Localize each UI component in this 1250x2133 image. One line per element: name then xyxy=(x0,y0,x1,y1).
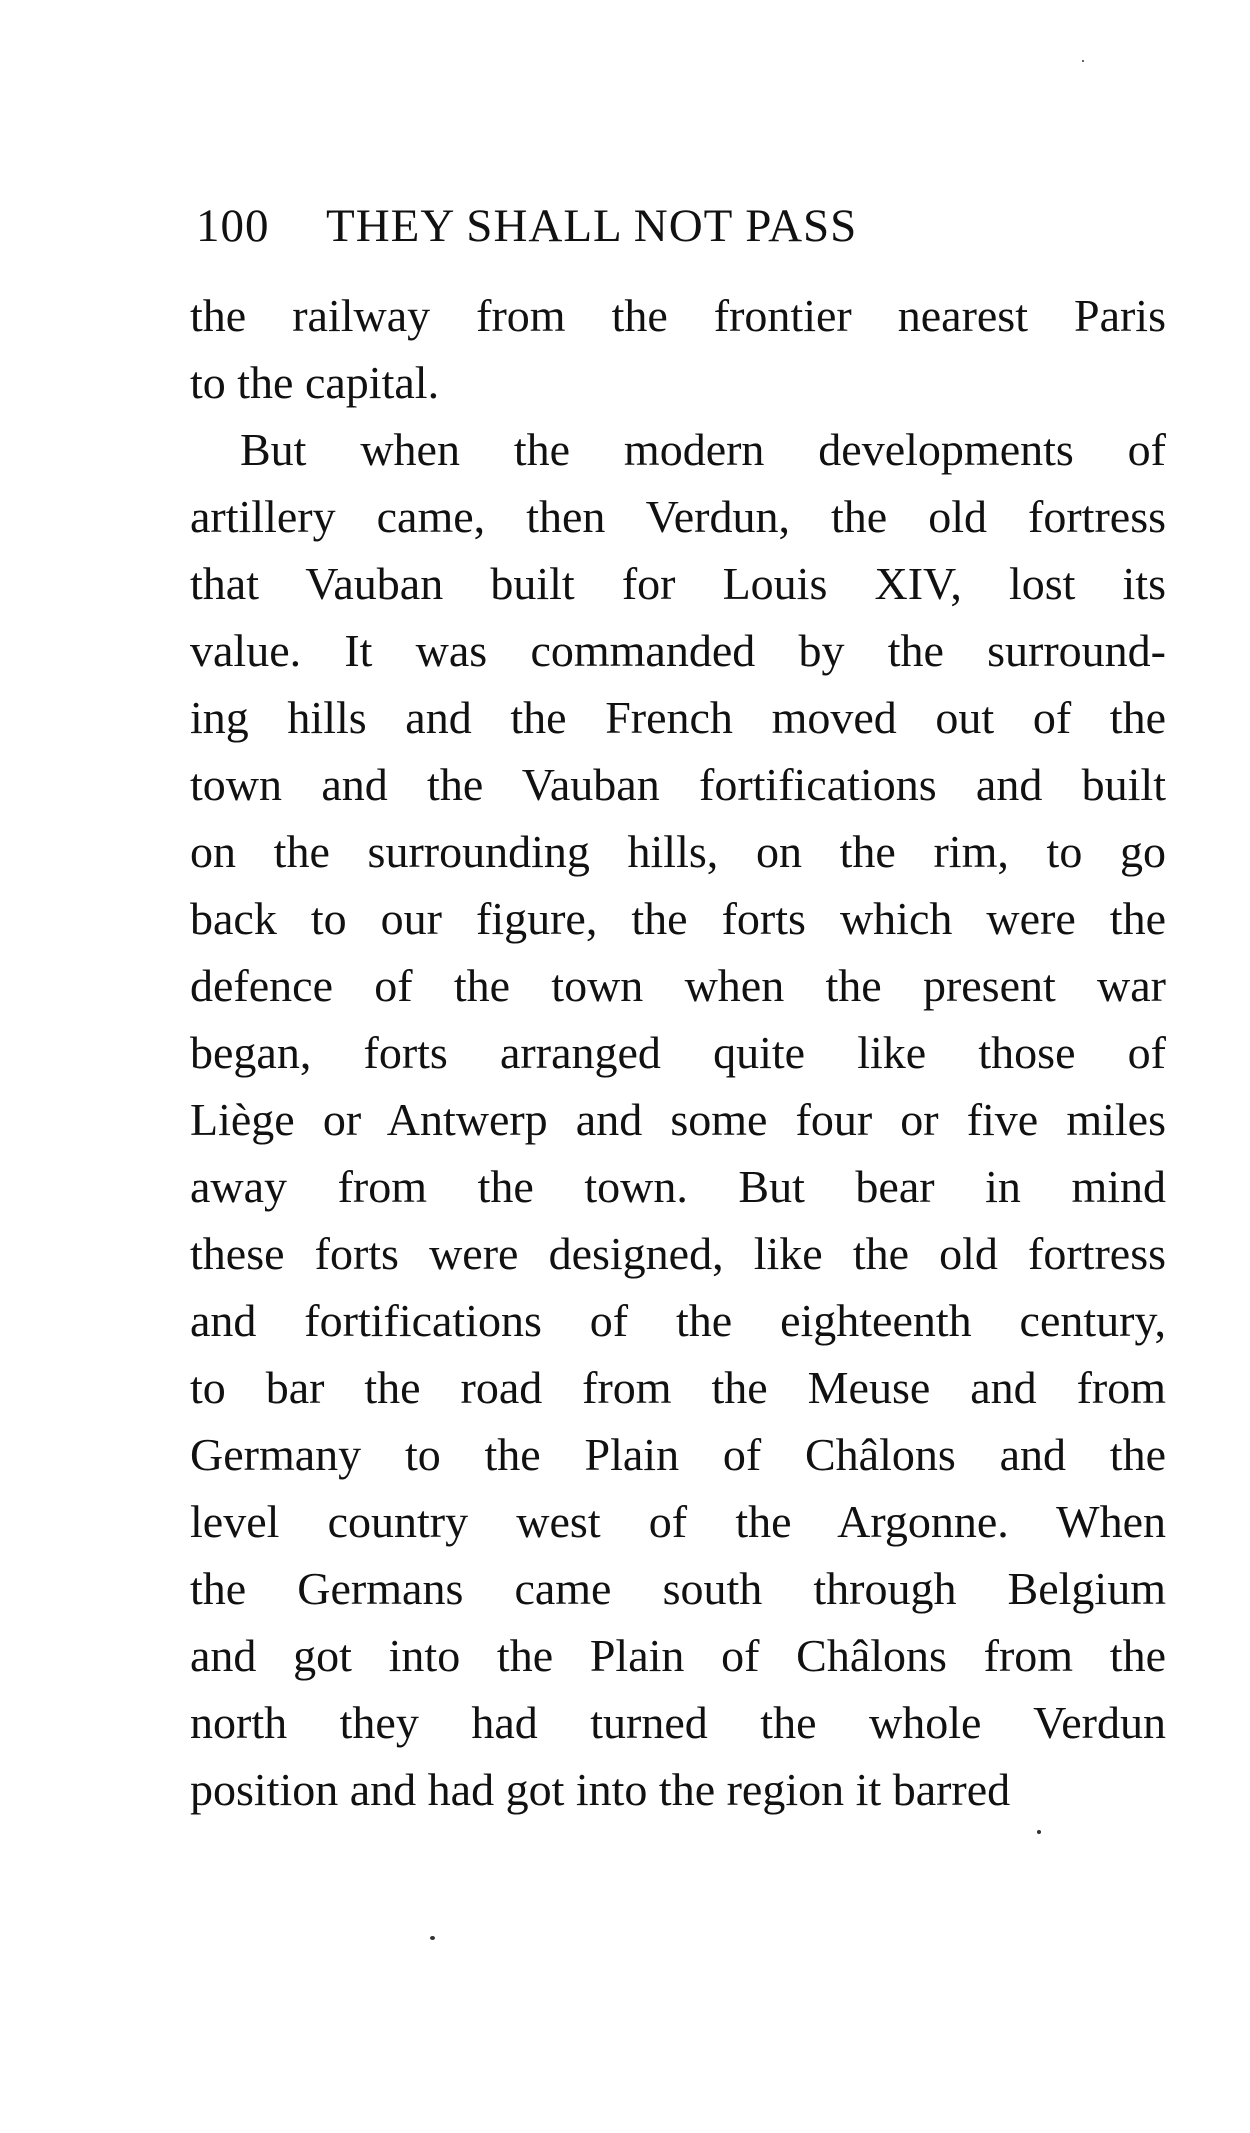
text-line: defence of the town when the present war xyxy=(190,960,1166,1011)
text-line: back to our figure, the forts which were the xyxy=(190,893,1166,944)
text-line: town and the Vauban fortifications and built xyxy=(190,759,1166,810)
text-line: to bar the road from the Meuse and from xyxy=(190,1362,1166,1413)
text-line: and fortifications of the eighteenth century, xyxy=(190,1295,1166,1346)
text-line: value. It was commanded by the surround- xyxy=(190,625,1166,676)
ink-speck xyxy=(1037,1830,1041,1834)
text-line: ing hills and the French moved out of the xyxy=(190,692,1166,743)
ink-speck xyxy=(1082,60,1084,62)
text-line: away from the town. But bear in mind xyxy=(190,1161,1166,1212)
text-line: But when the modern developments of xyxy=(240,424,1166,475)
text-line: these forts were designed, like the old fortress xyxy=(190,1228,1166,1279)
running-title: THEY SHALL NOT PASS xyxy=(326,200,858,252)
text-line: Germany to the Plain of Châlons and the xyxy=(190,1429,1166,1480)
text-line: artillery came, then Verdun, the old fortress xyxy=(190,491,1166,542)
text-line: level country west of the Argonne. When xyxy=(190,1496,1166,1547)
text-line: north they had turned the whole Verdun xyxy=(190,1697,1166,1748)
page-number: 100 xyxy=(196,200,270,252)
body-text xyxy=(190,282,1166,1823)
running-head xyxy=(196,196,1166,256)
text-line: began, forts arranged quite like those of xyxy=(190,1027,1166,1078)
text-line: Liège or Antwerp and some four or five miles xyxy=(190,1094,1166,1145)
ink-speck xyxy=(430,1936,435,1940)
text-line: position and had got into the region it barred xyxy=(190,1764,1011,1815)
text-line: and got into the Plain of Châlons from the xyxy=(190,1630,1166,1681)
text-line: the Germans came south through Belgium xyxy=(190,1563,1166,1614)
text-line: the railway from the frontier nearest Paris xyxy=(190,290,1166,341)
text-line: to the capital. xyxy=(190,357,440,408)
text-line: that Vauban built for Louis XIV, lost its xyxy=(190,558,1166,609)
text-line: on the surrounding hills, on the rim, to go xyxy=(190,826,1166,877)
